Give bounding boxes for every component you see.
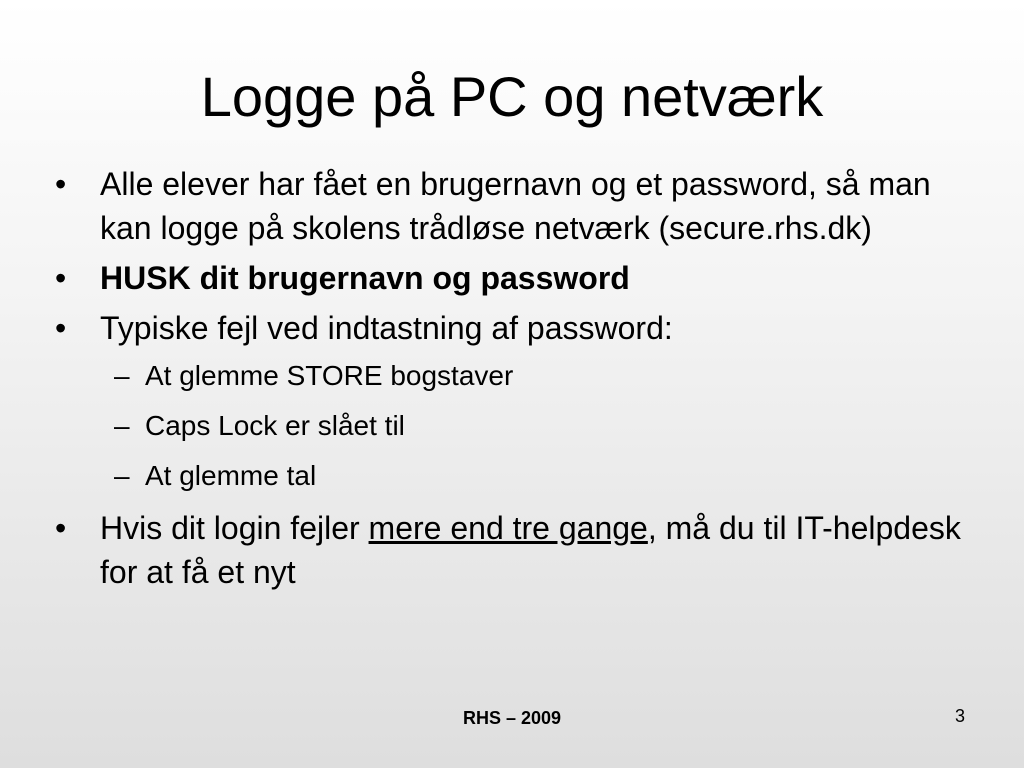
bullet-item xyxy=(55,506,975,594)
bullet-marker: • xyxy=(55,260,67,296)
bullet-text: Typiske fejl ved indtastning af password: xyxy=(100,310,673,346)
bullet-text: Alle elever har fået en brugernavn og et password, så man kan logge på skolens trådløse netværk (secure.rhs.dk) xyxy=(100,166,931,246)
slide-body xyxy=(55,162,975,600)
sub-bullet-item xyxy=(55,406,975,446)
sub-bullet-text: At glemme STORE bogstaver xyxy=(145,360,514,391)
bullet-text-before: Hvis dit login fejler xyxy=(100,510,369,546)
sub-bullet-text: At glemme tal xyxy=(145,460,317,491)
bullet-marker: • xyxy=(55,510,67,546)
underlined-emphasis: mere end tre gange xyxy=(368,510,648,546)
dash-marker: – xyxy=(114,410,130,441)
bullet-text: HUSK dit brugernavn og password xyxy=(100,260,630,296)
bullet-text-after: , må du til IT-helpdesk for at få et nyt xyxy=(100,510,961,590)
dash-marker: – xyxy=(114,460,130,491)
sub-bullet-text: Caps Lock er slået til xyxy=(145,410,405,441)
bullet-marker: • xyxy=(55,310,67,346)
slide-footer: RHS – 2009 xyxy=(462,708,562,728)
bullet-item xyxy=(55,306,975,350)
sub-bullet-item xyxy=(55,456,975,496)
bullet-item xyxy=(55,162,975,250)
page-number: 3 xyxy=(954,706,965,726)
slide-title: Logge på PC og netværk xyxy=(200,65,824,128)
sub-bullet-item xyxy=(55,356,975,396)
bullet-item xyxy=(55,256,975,300)
bullet-marker: • xyxy=(55,166,67,202)
dash-marker: – xyxy=(114,360,130,391)
